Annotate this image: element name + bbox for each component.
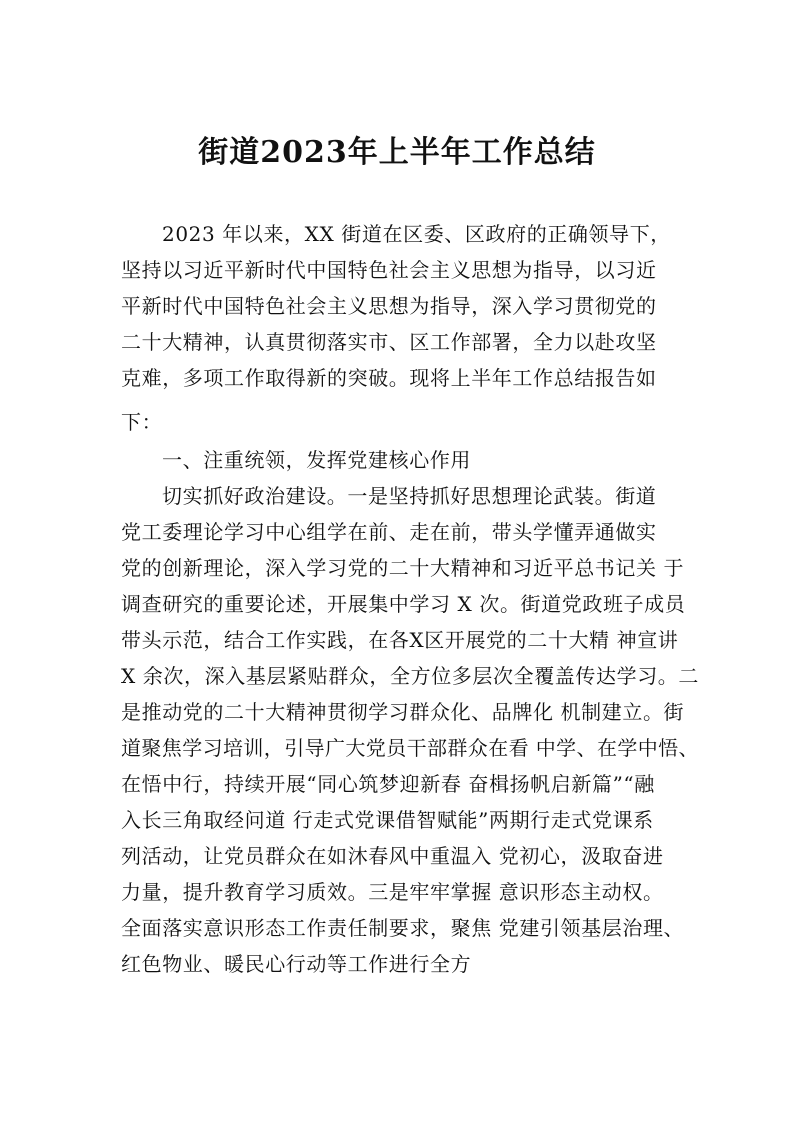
body-line: 平新时代中国特色社会主义思想为指导，深入学习贯彻党的 (121, 294, 657, 318)
body-line: 力量，提升教育学习质效。三是牢牢掌握 意识形态主动权。 (121, 880, 664, 904)
body-line: 在悟中行，持续开展“同心筑梦迎新春 奋楫扬帆启新篇”“融 (121, 772, 655, 796)
body-line: 坚持以习近平新时代中国特色社会主义思想为指导，以习近 (121, 258, 657, 282)
body-line: 党的创新理论，深入学习党的二十大精神和习近平总书记关 于 (121, 556, 685, 580)
body-line: 2023 年以来，XX 街道在区委、区政府的正确领导下， (162, 222, 671, 246)
body-line: X 余次，深入基层紧贴群众，全方位多层次全覆盖传达学习。二 (121, 664, 699, 688)
body-line: 带头示范，结合工作实践，在各X区开展党的二十大精 神宣讲 (121, 628, 679, 652)
section-heading: 一、注重统领，发挥党建核心作用 (162, 448, 471, 472)
body-line: 道聚焦学习培训，引导广大党员干部群众在看 中学、在学中悟、 (121, 736, 699, 760)
body-line: 调查研究的重要论述，开展集中学习 X 次。街道党政班子成员 (121, 592, 686, 616)
body-line: 入长三角取经问道 行走式党课借智赋能”两期行走式党课系 (121, 808, 654, 832)
body-line: 下： (121, 410, 163, 434)
body-line: 全面落实意识形态工作责任制要求，聚焦 党建引领基层治理、 (121, 916, 685, 940)
body-line: 二十大精神，认真贯彻落实市、区工作部署，全力以赴攻坚 (121, 330, 657, 354)
body-line: 是推动党的二十大精神贯彻学习群众化、品牌化 机制建立。街 (121, 700, 685, 724)
body-line: 列活动，让党员群众在如沐春风中重温入 党初心，汲取奋进 (121, 844, 664, 868)
body-line: 切实抓好政治建设。一是坚持抓好思想理论武装。街道 (162, 484, 657, 508)
body-line: 克难，多项工作取得新的突破。现将上半年工作总结报告如 (121, 366, 657, 390)
body-line: 红色物业、暖民心行动等工作进行全方 (121, 952, 472, 976)
document-title: 街道2023年上半年工作总结 (198, 135, 596, 170)
body-line: 党工委理论学习中心组学在前、走在前，带头学懂弄通做实 (121, 520, 657, 544)
